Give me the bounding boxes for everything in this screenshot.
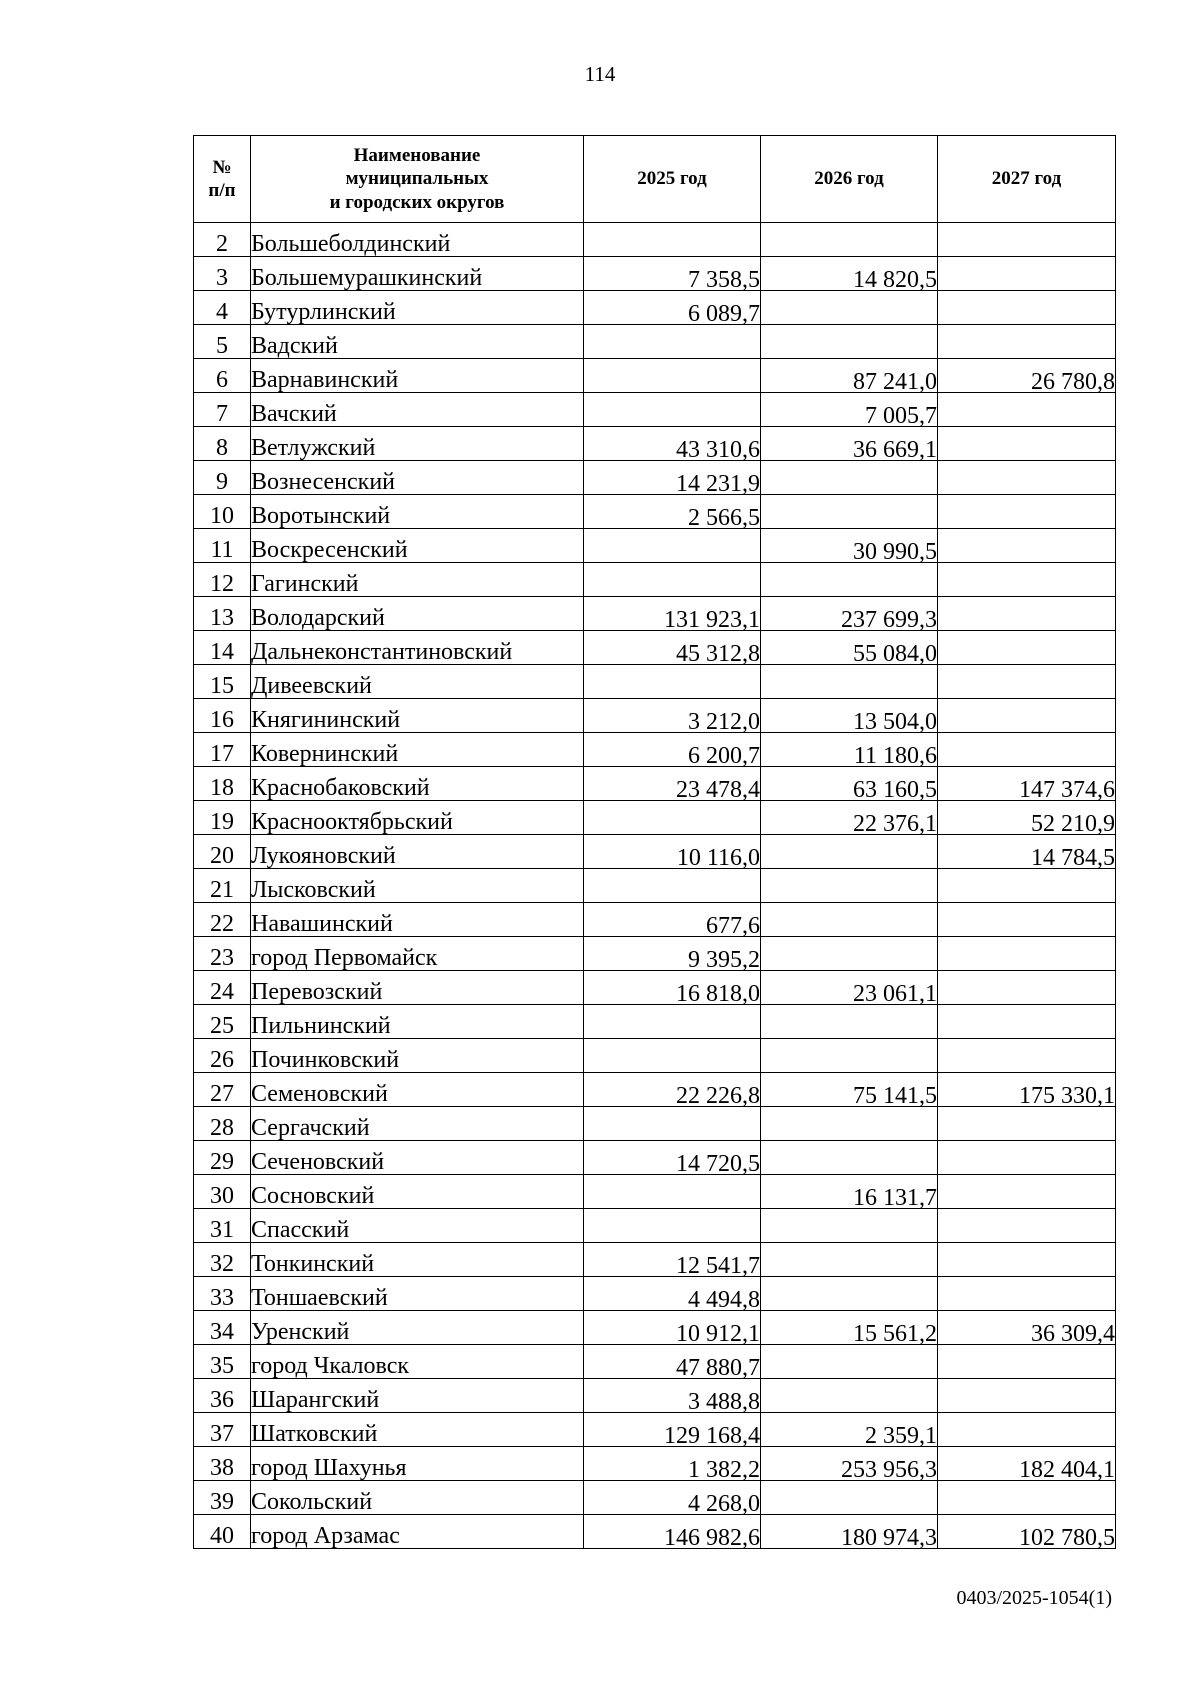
value-2025: 146 982,6	[584, 1515, 761, 1549]
municipality-name: Сокольский	[251, 1481, 584, 1515]
value-2027	[938, 1243, 1116, 1277]
row-number: 33	[194, 1277, 251, 1311]
value-2026	[761, 1277, 938, 1311]
value-2025: 4 268,0	[584, 1481, 761, 1515]
value-2025	[584, 1107, 761, 1141]
value-2026: 11 180,6	[761, 733, 938, 767]
value-2025	[584, 801, 761, 835]
value-2027	[938, 291, 1116, 325]
table-row	[194, 1209, 1116, 1243]
value-2026: 22 376,1	[761, 801, 938, 835]
value-2027: 14 784,5	[938, 835, 1116, 869]
value-2026	[761, 223, 938, 257]
table-row	[194, 937, 1116, 971]
value-2027	[938, 461, 1116, 495]
value-2025	[584, 359, 761, 393]
table-row	[194, 597, 1116, 631]
row-number: 18	[194, 767, 251, 801]
value-2026: 23 061,1	[761, 971, 938, 1005]
row-number: 19	[194, 801, 251, 835]
header-municipality-name: Наименование муниципальных и городских округов	[251, 136, 584, 223]
table-row	[194, 1073, 1116, 1107]
value-2026	[761, 903, 938, 937]
value-2027	[938, 699, 1116, 733]
row-number: 3	[194, 257, 251, 291]
municipality-name: Сеченовский	[251, 1141, 584, 1175]
value-2026: 253 956,3	[761, 1447, 938, 1481]
row-number: 27	[194, 1073, 251, 1107]
row-number: 15	[194, 665, 251, 699]
row-number: 6	[194, 359, 251, 393]
table-row	[194, 1345, 1116, 1379]
table-row	[194, 631, 1116, 665]
value-2026: 15 561,2	[761, 1311, 938, 1345]
municipality-name: Большемурашкинский	[251, 257, 584, 291]
table-row	[194, 291, 1116, 325]
table-row	[194, 801, 1116, 835]
value-2027	[938, 1277, 1116, 1311]
table-header-row	[194, 136, 1116, 223]
value-2026: 75 141,5	[761, 1073, 938, 1107]
table-row	[194, 1107, 1116, 1141]
value-2025	[584, 325, 761, 359]
table-row	[194, 563, 1116, 597]
row-number: 39	[194, 1481, 251, 1515]
value-2027: 26 780,8	[938, 359, 1116, 393]
row-number: 9	[194, 461, 251, 495]
table-row	[194, 257, 1116, 291]
value-2026: 14 820,5	[761, 257, 938, 291]
row-number: 2	[194, 223, 251, 257]
municipality-name: Большеболдинский	[251, 223, 584, 257]
table-row	[194, 393, 1116, 427]
value-2025	[584, 665, 761, 699]
row-number: 31	[194, 1209, 251, 1243]
value-2025: 45 312,8	[584, 631, 761, 665]
municipality-name: Гагинский	[251, 563, 584, 597]
value-2026	[761, 835, 938, 869]
value-2027	[938, 1175, 1116, 1209]
value-2026	[761, 495, 938, 529]
value-2027	[938, 733, 1116, 767]
municipality-name: город Арзамас	[251, 1515, 584, 1549]
row-number: 24	[194, 971, 251, 1005]
value-2026: 180 974,3	[761, 1515, 938, 1549]
value-2025	[584, 1005, 761, 1039]
value-2025: 23 478,4	[584, 767, 761, 801]
row-number: 37	[194, 1413, 251, 1447]
municipality-name: Семеновский	[251, 1073, 584, 1107]
value-2025	[584, 563, 761, 597]
row-number: 36	[194, 1379, 251, 1413]
row-number: 4	[194, 291, 251, 325]
document-code: 0403/2025-1054(1)	[956, 1587, 1112, 1609]
value-2025: 43 310,6	[584, 427, 761, 461]
value-2026	[761, 869, 938, 903]
row-number: 28	[194, 1107, 251, 1141]
value-2025: 16 818,0	[584, 971, 761, 1005]
table-row	[194, 903, 1116, 937]
value-2026: 63 160,5	[761, 767, 938, 801]
table-row	[194, 767, 1116, 801]
value-2027	[938, 937, 1116, 971]
value-2027	[938, 1107, 1116, 1141]
value-2026	[761, 1379, 938, 1413]
table-row	[194, 1515, 1116, 1549]
value-2026: 13 504,0	[761, 699, 938, 733]
value-2025: 22 226,8	[584, 1073, 761, 1107]
value-2027	[938, 665, 1116, 699]
value-2026: 237 699,3	[761, 597, 938, 631]
value-2026: 55 084,0	[761, 631, 938, 665]
value-2025: 10 912,1	[584, 1311, 761, 1345]
value-2027	[938, 1039, 1116, 1073]
value-2026: 36 669,1	[761, 427, 938, 461]
value-2025: 3 212,0	[584, 699, 761, 733]
value-2026	[761, 563, 938, 597]
header-number: № п/п	[194, 136, 251, 223]
municipality-name: Шарангский	[251, 1379, 584, 1413]
value-2027: 52 210,9	[938, 801, 1116, 835]
value-2025	[584, 529, 761, 563]
municipality-name: Лысковский	[251, 869, 584, 903]
value-2027	[938, 529, 1116, 563]
municipality-name: Сосновский	[251, 1175, 584, 1209]
value-2025	[584, 393, 761, 427]
municipality-name: Спасский	[251, 1209, 584, 1243]
value-2025	[584, 1175, 761, 1209]
table-row	[194, 495, 1116, 529]
table-row	[194, 223, 1116, 257]
value-2026	[761, 665, 938, 699]
page-number: 114	[584, 62, 616, 86]
municipality-name: Перевозский	[251, 971, 584, 1005]
municipality-name: Краснооктябрьский	[251, 801, 584, 835]
row-number: 40	[194, 1515, 251, 1549]
value-2026	[761, 325, 938, 359]
value-2025: 47 880,7	[584, 1345, 761, 1379]
header-2025: 2025 год	[584, 136, 761, 223]
value-2025: 14 231,9	[584, 461, 761, 495]
value-2025	[584, 1039, 761, 1073]
table-row	[194, 427, 1116, 461]
municipality-name: Вознесенский	[251, 461, 584, 495]
municipality-name: Дальнеконстантиновский	[251, 631, 584, 665]
value-2027	[938, 971, 1116, 1005]
row-number: 21	[194, 869, 251, 903]
municipality-name: Тоншаевский	[251, 1277, 584, 1311]
table-row	[194, 1243, 1116, 1277]
value-2025: 2 566,5	[584, 495, 761, 529]
row-number: 25	[194, 1005, 251, 1039]
row-number: 32	[194, 1243, 251, 1277]
value-2027	[938, 563, 1116, 597]
value-2027: 182 404,1	[938, 1447, 1116, 1481]
value-2027	[938, 325, 1116, 359]
value-2027	[938, 903, 1116, 937]
municipality-name: Лукояновский	[251, 835, 584, 869]
municipality-name: город Первомайск	[251, 937, 584, 971]
table-row	[194, 699, 1116, 733]
value-2026	[761, 1107, 938, 1141]
municipality-name: город Чкаловск	[251, 1345, 584, 1379]
value-2025: 1 382,2	[584, 1447, 761, 1481]
value-2026	[761, 1141, 938, 1175]
value-2027	[938, 427, 1116, 461]
value-2027: 147 374,6	[938, 767, 1116, 801]
value-2027	[938, 631, 1116, 665]
row-number: 29	[194, 1141, 251, 1175]
row-number: 12	[194, 563, 251, 597]
value-2025: 4 494,8	[584, 1277, 761, 1311]
row-number: 20	[194, 835, 251, 869]
row-number: 35	[194, 1345, 251, 1379]
municipality-name: Тонкинский	[251, 1243, 584, 1277]
value-2026: 2 359,1	[761, 1413, 938, 1447]
row-number: 26	[194, 1039, 251, 1073]
table-row	[194, 1447, 1116, 1481]
value-2026: 87 241,0	[761, 359, 938, 393]
value-2025: 3 488,8	[584, 1379, 761, 1413]
value-2027	[938, 1379, 1116, 1413]
table-row	[194, 835, 1116, 869]
municipality-name: Пильнинский	[251, 1005, 584, 1039]
row-number: 8	[194, 427, 251, 461]
value-2025: 14 720,5	[584, 1141, 761, 1175]
value-2025: 129 168,4	[584, 1413, 761, 1447]
municipality-name: Варнавинский	[251, 359, 584, 393]
value-2027	[938, 223, 1116, 257]
municipality-name: Бутурлинский	[251, 291, 584, 325]
value-2025: 6 089,7	[584, 291, 761, 325]
table-row	[194, 1413, 1116, 1447]
value-2026	[761, 1243, 938, 1277]
row-number: 22	[194, 903, 251, 937]
value-2027	[938, 495, 1116, 529]
table-row	[194, 1379, 1116, 1413]
municipality-name: Володарский	[251, 597, 584, 631]
value-2025	[584, 223, 761, 257]
municipality-name: Навашинский	[251, 903, 584, 937]
value-2027	[938, 1345, 1116, 1379]
municipality-name: Ковернинский	[251, 733, 584, 767]
row-number: 13	[194, 597, 251, 631]
table-row	[194, 1005, 1116, 1039]
value-2025: 7 358,5	[584, 257, 761, 291]
municipality-name: Воротынский	[251, 495, 584, 529]
value-2025: 10 116,0	[584, 835, 761, 869]
table-row	[194, 971, 1116, 1005]
value-2026	[761, 1209, 938, 1243]
row-number: 14	[194, 631, 251, 665]
row-number: 17	[194, 733, 251, 767]
municipality-name: Починковский	[251, 1039, 584, 1073]
row-number: 23	[194, 937, 251, 971]
value-2027	[938, 1413, 1116, 1447]
value-2027	[938, 869, 1116, 903]
municipality-name: Шатковский	[251, 1413, 584, 1447]
value-2027	[938, 1481, 1116, 1515]
value-2025: 12 541,7	[584, 1243, 761, 1277]
value-2026	[761, 1039, 938, 1073]
row-number: 38	[194, 1447, 251, 1481]
table-row	[194, 325, 1116, 359]
value-2027: 175 330,1	[938, 1073, 1116, 1107]
table-row	[194, 1277, 1116, 1311]
municipality-name: Вадский	[251, 325, 584, 359]
table-row	[194, 1311, 1116, 1345]
table-row	[194, 869, 1116, 903]
table-row	[194, 1039, 1116, 1073]
municipality-name: Вачский	[251, 393, 584, 427]
value-2026	[761, 461, 938, 495]
value-2025: 131 923,1	[584, 597, 761, 631]
value-2025	[584, 1209, 761, 1243]
row-number: 34	[194, 1311, 251, 1345]
value-2027	[938, 257, 1116, 291]
value-2027	[938, 393, 1116, 427]
value-2025	[584, 869, 761, 903]
row-number: 5	[194, 325, 251, 359]
table-row	[194, 1141, 1116, 1175]
table-row	[194, 1175, 1116, 1209]
table-row	[194, 1481, 1116, 1515]
header-2026: 2026 год	[761, 136, 938, 223]
table-row	[194, 733, 1116, 767]
value-2027	[938, 1141, 1116, 1175]
value-2025: 6 200,7	[584, 733, 761, 767]
row-number: 10	[194, 495, 251, 529]
row-number: 16	[194, 699, 251, 733]
row-number: 30	[194, 1175, 251, 1209]
value-2027: 102 780,5	[938, 1515, 1116, 1549]
value-2027: 36 309,4	[938, 1311, 1116, 1345]
value-2026	[761, 1005, 938, 1039]
value-2026	[761, 1345, 938, 1379]
municipality-name: Ветлужский	[251, 427, 584, 461]
municipality-name: Воскресенский	[251, 529, 584, 563]
row-number: 7	[194, 393, 251, 427]
value-2026: 16 131,7	[761, 1175, 938, 1209]
value-2026: 30 990,5	[761, 529, 938, 563]
value-2026	[761, 937, 938, 971]
value-2027	[938, 597, 1116, 631]
municipality-name: Уренский	[251, 1311, 584, 1345]
value-2027	[938, 1209, 1116, 1243]
table-row	[194, 359, 1116, 393]
value-2027	[938, 1005, 1116, 1039]
municipal-budget-table	[193, 135, 1116, 1549]
value-2025: 677,6	[584, 903, 761, 937]
municipality-name: Дивеевский	[251, 665, 584, 699]
header-2027: 2027 год	[938, 136, 1116, 223]
value-2026	[761, 291, 938, 325]
row-number: 11	[194, 529, 251, 563]
value-2026: 7 005,7	[761, 393, 938, 427]
value-2026	[761, 1481, 938, 1515]
municipality-name: Княгининский	[251, 699, 584, 733]
table-row	[194, 529, 1116, 563]
value-2025: 9 395,2	[584, 937, 761, 971]
table-row	[194, 461, 1116, 495]
municipality-name: Сергачский	[251, 1107, 584, 1141]
municipality-name: город Шахунья	[251, 1447, 584, 1481]
municipality-name: Краснобаковский	[251, 767, 584, 801]
table-row	[194, 665, 1116, 699]
